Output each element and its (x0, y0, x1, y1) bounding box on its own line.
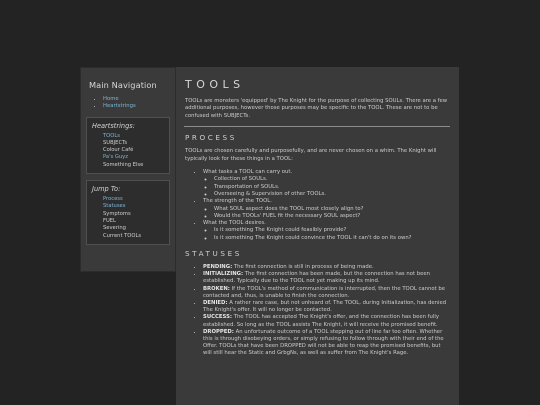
list-subitem: ◦ Would the TOOLs' FUEL fit the necessary SOUL aspect? (214, 213, 450, 220)
jump-to-title: Jump To: (92, 185, 121, 194)
sidebar (80, 67, 176, 272)
heartstrings-item-something-else: Something Else (103, 161, 144, 168)
heartstrings-item-subjects: SUBJECTs (103, 139, 128, 146)
heartstrings-link-pas-guyz[interactable]: Pa's Guyz (103, 154, 128, 161)
heartstrings-link-tools[interactable]: TOOLs (103, 132, 120, 139)
main-content (176, 67, 459, 405)
nav-item (103, 103, 175, 110)
jump-item-fuel: FUEL (103, 217, 116, 224)
jump-to-box (86, 180, 170, 245)
list-subitem: ◦ Is it something The Knight could feasibly provide? (214, 227, 450, 234)
jump-item-current-tools: Current TOOLs (103, 232, 142, 239)
jump-item-symptoms: Symptoms (103, 210, 131, 217)
heartstrings-list (87, 133, 169, 169)
nav-link-home[interactable]: Home (103, 96, 119, 102)
list-subitem: ◦ Is it something The Knight could convince the TOOL it can't do on its own? (214, 235, 450, 242)
list-subitem: ◦ What SOUL aspect does the TOOL most closely align to? (214, 206, 450, 213)
list-subitem: ◦ Collection of SOULs. (214, 176, 450, 183)
section-divider (184, 126, 450, 127)
nav-link-heartstrings[interactable]: Heartstrings (103, 103, 136, 110)
main-nav-list (81, 96, 175, 111)
page-title: TOOLS (185, 78, 245, 91)
jump-link-statuses[interactable]: Statuses (103, 203, 126, 210)
status-item: • DENIED: A rather rare case, but not unheard of. The TOOL, during Initialization, has denied The Knight's offer. It will no longer be contacted. (203, 300, 450, 314)
status-item: • PENDING: The first connection is still in process of being made. (203, 264, 450, 271)
process-heading: PROCESS (185, 133, 237, 143)
jump-item-severing: Severing (103, 225, 126, 232)
status-item: • BROKEN: If the TOOL's method of communication is interrupted, then the TOOL cannot be contacted and, thus, is unable to finish the connection. (203, 286, 450, 300)
nav-item (103, 96, 175, 103)
status-item: • SUCCESS: The TOOL has accepted The Knight's offer, and the connection has been fully established. So long as the TOOL assists The Knight, it will receive the promised benefit. (203, 314, 450, 328)
jump-link-process[interactable]: Process (103, 196, 123, 203)
statuses-heading: STATUSES (185, 249, 242, 258)
status-item: • INITIALIZING: The first connection has been made, but the connection has not been established. Typically due to the TOOL not yet making up its mind. (203, 271, 450, 285)
heartstrings-item-colour-cafe: Colour Café (103, 147, 134, 154)
list-item: • The strength of the TOOL. ◦ What SOUL aspect does the TOOL most closely align to? ◦ Would the TOOLs' FUEL fit the necessary SOUL aspect? (203, 198, 450, 220)
process-list (185, 169, 450, 242)
statuses-list (185, 264, 450, 358)
sidebar-title: Main Navigation (89, 80, 157, 90)
jump-to-list (87, 196, 169, 240)
status-item: • DROPPED: An unfortunate outcome of a TOOL stepping out of line far too often. Whether this is through disobeying orders, or simply refusing to follow through with their end of the Offer. TOOLs that have been DROPPED will not be able to reap the promised benefits, but will still hear the Static and GrbgNs, as well as suffer from The Knight's Rage. (203, 329, 450, 358)
heartstrings-box (86, 117, 170, 174)
list-item: • What the TOOL desires. ◦ Is it something The Knight could feasibly provide? ◦ Is it something The Knight could convince the TOOL it can't do on its own? (203, 220, 450, 242)
intro-paragraph: TOOLs are monsters 'equipped' by The Knight for the purpose of collecting SOULs. There are a few additional purposes, however those purposes may be specific to the TOOL. These are not to be confused with SUBJECTs. (185, 98, 448, 119)
heartstrings-title: Heartstrings: (92, 121, 135, 130)
list-subitem: ◦ Overseeing & Supervision of other TOOLs. (214, 191, 450, 198)
list-subitem: ◦ Transportation of SOULs. (214, 184, 450, 191)
list-item: • What tasks a TOOL can carry out. ◦ Collection of SOULs. ◦ Transportation of SOULs. ◦ Overseeing & Supervision of other TOOLs. (203, 169, 450, 198)
process-intro: TOOLs are chosen carefully and purposefully, and are never chosen on a whim. The Knight will typically look for these things in a TOOL: (185, 148, 437, 162)
